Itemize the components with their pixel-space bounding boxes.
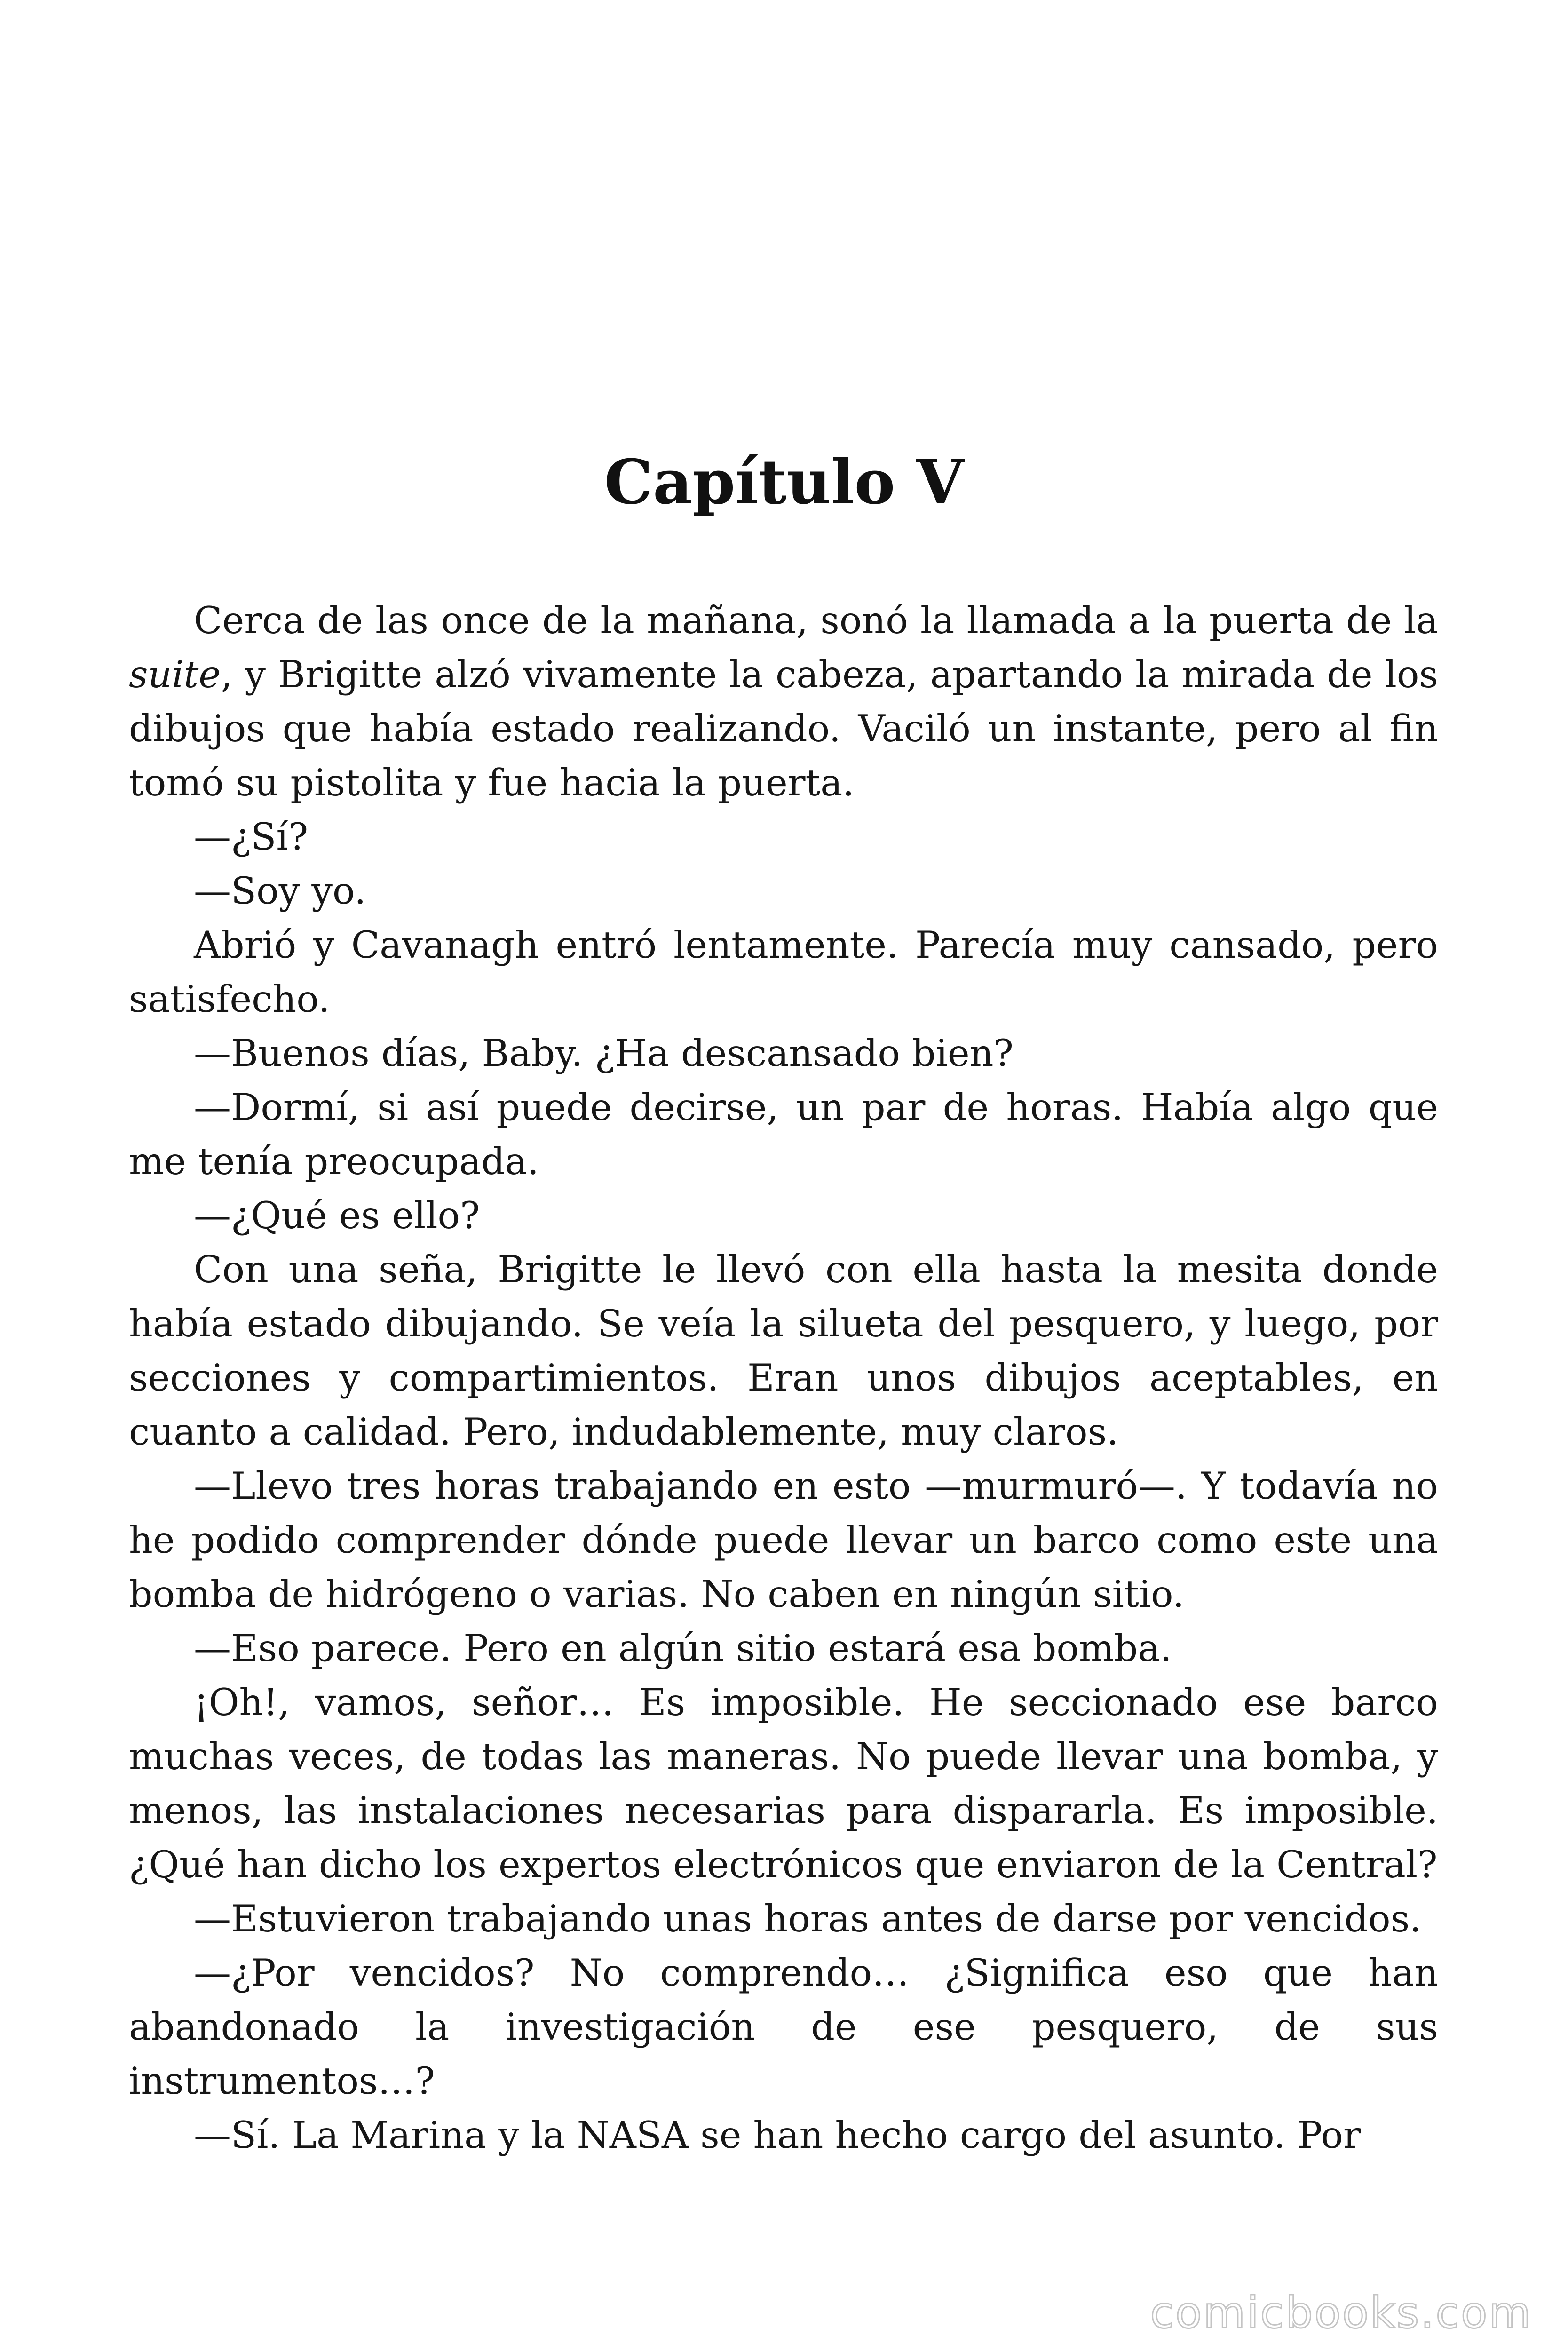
paragraph-9: —Llevo tres horas trabajando en esto —murmuró—. Y todavía no he podido comprender dónde puede llevar un barco como este una bomba de hidrógeno o varias. No caben en ningún sitio. [129,1464,1438,1616]
paragraph-14: —Sí. La Marina y la NASA se han hecho cargo del asunto. Por [194,2114,1361,2157]
paragraph-11: ¡Oh!, vamos, señor… Es imposible. He seccionado ese barco muchas veces, de todas las maneras. No puede llevar una bomba, y menos, las instalaciones necesarias para dispararla. Es imposible. ¿Qué han dicho los expertos electrónicos que enviaron de la Central? [129,1681,1438,1886]
chapter-text [129,594,1438,2162]
paragraph-5: —Buenos días, Baby. ¿Ha descansado bien? [194,1032,1014,1075]
paragraph-7: —¿Qué es ello? [194,1194,480,1237]
paragraph-8: Con una seña, Brigitte le llevó con ella hasta la mesita donde había estado dibujando. Se veía la silueta del pesquero, y luego, por secciones y compartimientos. Eran unos dibujos aceptables, en cuanto a calidad. Pero, indudablemente, muy claros. [129,1248,1438,1454]
paragraph-2: —¿Sí? [194,815,309,858]
chapter-title: Capítulo V [604,446,964,518]
paragraph-13: —¿Por vencidos? No comprendo… ¿Significa eso que han abandonado la investigación de ese pesquero, de sus instrumentos…? [129,1951,1438,2103]
italic-word: suite [129,653,221,696]
paragraph-4: Abrió y Cavanagh entró lentamente. Parecía muy cansado, pero satisfecho. [129,923,1438,1021]
paragraph-12: —Estuvieron trabajando unas horas antes de darse por vencidos. [194,1897,1422,1940]
paragraph-1: Cerca de las once de la mañana, sonó la llamada a la puerta de la suite, y Brigitte alzó vivamente la cabeza, apartando la mirada de los dibujos que había estado realizando. Vaciló un instante, pero al fin tomó su pistolita y fue hacia la puerta. [129,599,1438,804]
paragraph-10: —Eso parece. Pero en algún sitio estará esa bomba. [194,1627,1172,1670]
watermark: comicbooks.com [1150,2288,1532,2338]
paragraph-3: —Soy yo. [194,869,366,913]
paragraph-6: —Dormí, si así puede decirse, un par de horas. Había algo que me tenía preocupada. [129,1086,1438,1183]
